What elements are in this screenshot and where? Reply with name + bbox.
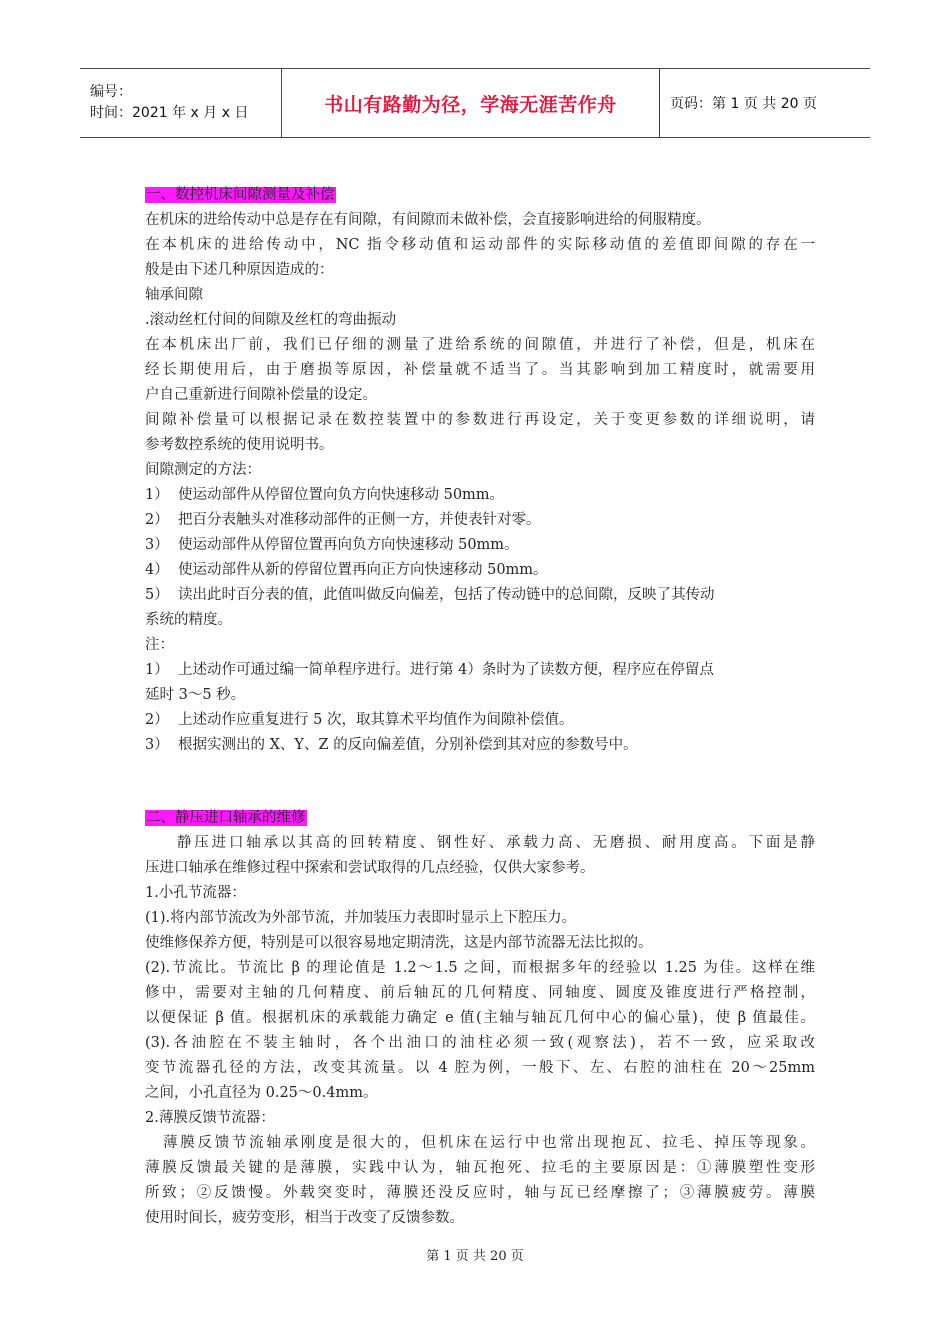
section-title — [145, 806, 815, 831]
paragraph-line: 间隙测定的方法： — [145, 462, 261, 478]
paragraph-line: 经长期使用后，由于磨损等原因，补偿量就不适当了。当其影响到加工精度时，就需要用 — [145, 362, 815, 378]
list-item-continuation: 系统的精度。 — [145, 612, 232, 628]
note-item — [145, 658, 815, 683]
note-item — [145, 733, 815, 758]
paragraph-line: 般是由下述几种原因造成的： — [145, 262, 334, 278]
note-item-number: 2） — [145, 712, 169, 728]
list-item — [145, 483, 815, 508]
section-title — [145, 183, 815, 208]
paragraph-line: 压进口轴承在维修过程中探索和尝试取得的几点经验，仅供大家参考。 — [145, 860, 595, 876]
paragraph-line: 间隙补偿量可以根据记录在数控装置中的参数进行再设定，关于变更参数的详细说明，请 — [145, 412, 815, 428]
list-item-number: 2） — [145, 512, 169, 528]
paragraph-line: 使维修保养方便，特别是可以很容易地定期清洗，这是内部节流器无法比拟的。 — [145, 935, 653, 951]
note-item-number: 1） — [145, 662, 169, 678]
paragraph-line: (3).各油腔在不装主轴时，各个出油口的油柱必须一致(观察法)，若不一致，应采取改 — [145, 1035, 815, 1051]
paragraph-line: 轴承间隙 — [145, 287, 203, 303]
list-item-text: 使运动部件从停留位置再向负方向快速移动 50mm。 — [178, 537, 519, 553]
paragraph-line: 1.小孔节流器： — [145, 885, 246, 901]
doc-date-label: 时间：2021 年 x 月 x 日 — [90, 105, 249, 121]
doc-number-label: 编号： — [90, 84, 132, 100]
note-item-continuation: 延时 3～5 秒。 — [145, 687, 246, 703]
paragraph-line: 变节流器孔径的方法，改变其流量。以 4 腔为例，一般下、左、右腔的油柱在 20～25mm — [145, 1060, 815, 1076]
paragraph-line: 户自己重新进行间隙补偿量的设定。 — [145, 387, 377, 403]
paragraph-line: 在机床的进给传动中总是存在有间隙，有间隙而未做补偿，会直接影响进给的伺服精度。 — [145, 212, 711, 228]
paragraph-line: 修中，需要对主轴的几何精度、前后轴瓦的几何精度、同轴度、圆度及锥度进行严格控制， — [145, 985, 815, 1001]
header-motto-cell — [282, 69, 660, 137]
paragraph-line: 静压进口轴承以其高的回转精度、钢性好、承载力高、无磨损、耐用度高。下面是静 — [177, 835, 815, 851]
paragraph-line: (2).节流比。节流比 β 的理论值是 1.2～1.5 之间，而根据多年的经验以 1.25 为佳。这样在维 — [145, 960, 815, 976]
paragraph-line: 使用时间长，疲劳变形，相当于改变了反馈参数。 — [145, 1210, 464, 1226]
paragraph-line: 2.薄膜反馈节流器： — [145, 1110, 275, 1126]
note-item-text: 根据实测出的 X、Y、Z 的反向偏差值，分别补偿到其对应的参数号中。 — [178, 737, 638, 753]
list-item — [145, 558, 815, 583]
note-item-number: 3） — [145, 737, 169, 753]
list-item-text: 使运动部件从新的停留位置再向正方向快速移动 50mm。 — [178, 562, 548, 578]
paragraph-line: 薄膜反馈最关键的是薄膜，实践中认为，轴瓦抱死、拉毛的主要原因是：①薄膜塑性变形 — [145, 1160, 815, 1176]
note-label: 注： — [145, 637, 174, 653]
paragraph-line: 之间，小孔直径为 0.25～0.4mm。 — [145, 1085, 378, 1101]
paragraph-line: 以便保证 β 值。根据机床的承载能力确定 e 值(主轴与轴瓦几何中心的偏心量)，使 β 值最佳。 — [145, 1010, 815, 1026]
paragraph-line: 参考数控系统的使用说明书。 — [145, 437, 334, 453]
note-item-text: 上述动作可通过编一简单程序进行。进行第 4）条时为了读数方便，程序应在停留点 — [178, 662, 714, 678]
list-item — [145, 533, 815, 558]
section-title-highlight: 二、静压进口轴承的维修 — [146, 810, 306, 826]
list-item-text: 把百分表触头对准移动部件的正侧一方，并使表针对零。 — [178, 512, 541, 528]
list-item-text: 读出此时百分表的值，此值叫做反向偏差，包括了传动链中的总间隙，反映了其传动 — [178, 587, 715, 603]
section-backlash — [145, 183, 815, 758]
section-bearing — [145, 806, 815, 1231]
note-item — [145, 708, 815, 733]
note-item-text: 上述动作应重复进行 5 次，取其算术平均值作为间隙补偿值。 — [178, 712, 574, 728]
list-item-number: 3） — [145, 537, 169, 553]
paragraph-line: (1).将内部节流改为外部节流，并加装压力表即时显示上下腔压力。 — [145, 910, 577, 926]
paragraph-line: 所致；②反馈慢。外载突变时，薄膜还没反应时，轴与瓦已经摩擦了；③薄膜疲劳。薄膜 — [145, 1185, 815, 1201]
paragraph-line: 在本机床的进给传动中，NC 指令移动值和运动部件的实际移动值的差值即间隙的存在一 — [145, 237, 815, 253]
list-item — [145, 583, 815, 608]
page-header — [80, 68, 870, 138]
section-title-highlight: 一、数控机床间隙测量及补偿 — [146, 187, 335, 203]
header-motto: 书山有路勤为径，学海无涯苦作舟 — [324, 93, 617, 116]
header-meta — [80, 69, 282, 137]
header-page-cell — [660, 69, 870, 137]
page-footer: 第 1 页 共 20 页 — [426, 1249, 524, 1264]
paragraph-line: .滚动丝杠付间的间隙及丝杠的弯曲振动 — [145, 312, 397, 328]
header-page-label: 页码：第 1 页 共 20 页 — [670, 96, 817, 112]
list-item — [145, 508, 815, 533]
list-item-text: 使运动部件从停留位置向负方向快速移动 50mm。 — [178, 487, 505, 503]
list-item-number: 1） — [145, 487, 169, 503]
list-item-number: 4） — [145, 562, 169, 578]
paragraph-line: 薄膜反馈节流轴承刚度是很大的，但机床在运行中也常出现抱瓦、拉毛、掉压等现象。 — [163, 1135, 815, 1151]
paragraph-line: 在本机床出厂前，我们已仔细的测量了进给系统的间隙值，并进行了补偿，但是，机床在 — [145, 337, 815, 353]
list-item-number: 5） — [145, 587, 169, 603]
